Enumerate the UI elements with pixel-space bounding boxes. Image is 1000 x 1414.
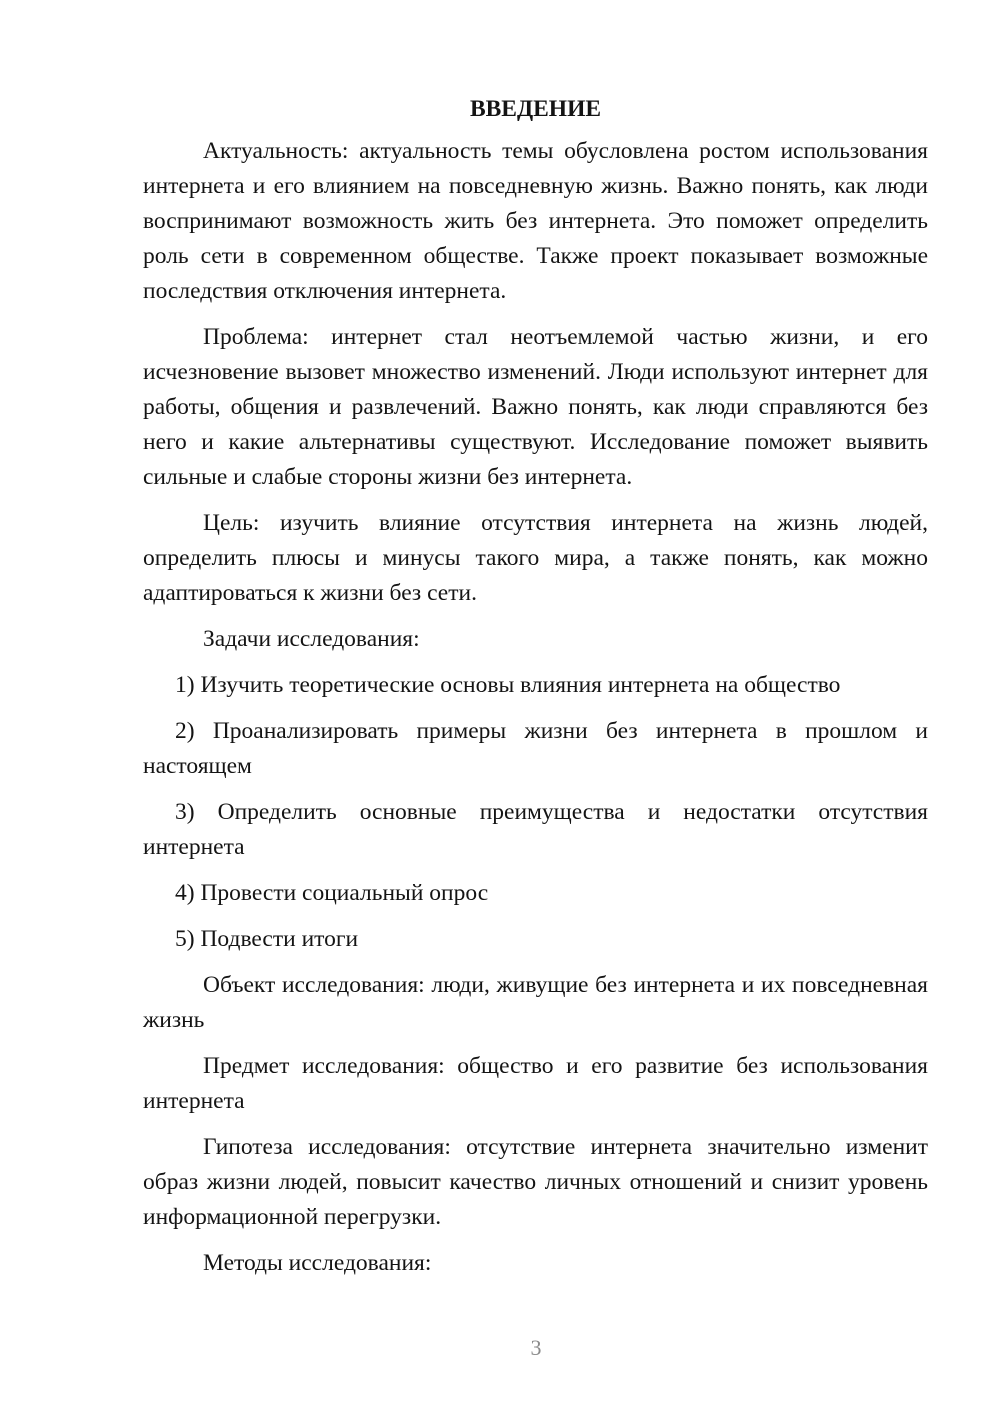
page-number: 3 xyxy=(530,1335,542,1360)
goal-paragraph: Цель: изучить влияние отсутствия интернета на жизнь людей, определить плюсы и минусы такого мира, а также понять, как можно адаптироваться к жизни без сети. xyxy=(143,510,928,606)
relevance-paragraph: Актуальность: актуальность темы обусловлена ростом использования интернета и его влиянием на повседневную жизнь. Важно понять, как люди воспринимают возможность жить без интернета. Это поможет определить роль сети в современном обществе. Также проект показывает возможные последствия отключения интернета. xyxy=(143,138,928,304)
task-item-5: 5) Подвести итоги xyxy=(175,926,359,952)
subject-paragraph: Предмет исследования: общество и его развитие без использования интернета xyxy=(143,1053,928,1114)
page-content xyxy=(143,92,928,1292)
hypothesis-paragraph: Гипотеза исследования: отсутствие интернета значительно изменит образ жизни людей, повысит качество личных отношений и снизит уровень информационной перегрузки. xyxy=(143,1134,928,1230)
section-title: ВВЕДЕНИЕ xyxy=(469,96,602,122)
task-item-2: 2) Проанализировать примеры жизни без интернета в прошлом и настоящем xyxy=(143,718,928,779)
task-item-3: 3) Определить основные преимущества и недостатки отсутствия интернета xyxy=(143,799,928,860)
task-item-1: 1) Изучить теоретические основы влияния интернета на общество xyxy=(175,672,841,698)
task-item-4: 4) Провести социальный опрос xyxy=(175,880,489,906)
problem-paragraph: Проблема: интернет стал неотъемлемой частью жизни, и его исчезновение вызовет множество изменений. Люди используют интернет для работы, общения и развлечений. Важно понять, как люди справляются без него и какие альтернативы существуют. Исследование поможет выявить сильные и слабые стороны жизни без интернета. xyxy=(143,324,928,490)
tasks-heading: Задачи исследования: xyxy=(203,626,420,652)
object-paragraph: Объект исследования: люди, живущие без интернета и их повседневная жизнь xyxy=(143,972,928,1033)
methods-heading: Методы исследования: xyxy=(203,1250,432,1276)
